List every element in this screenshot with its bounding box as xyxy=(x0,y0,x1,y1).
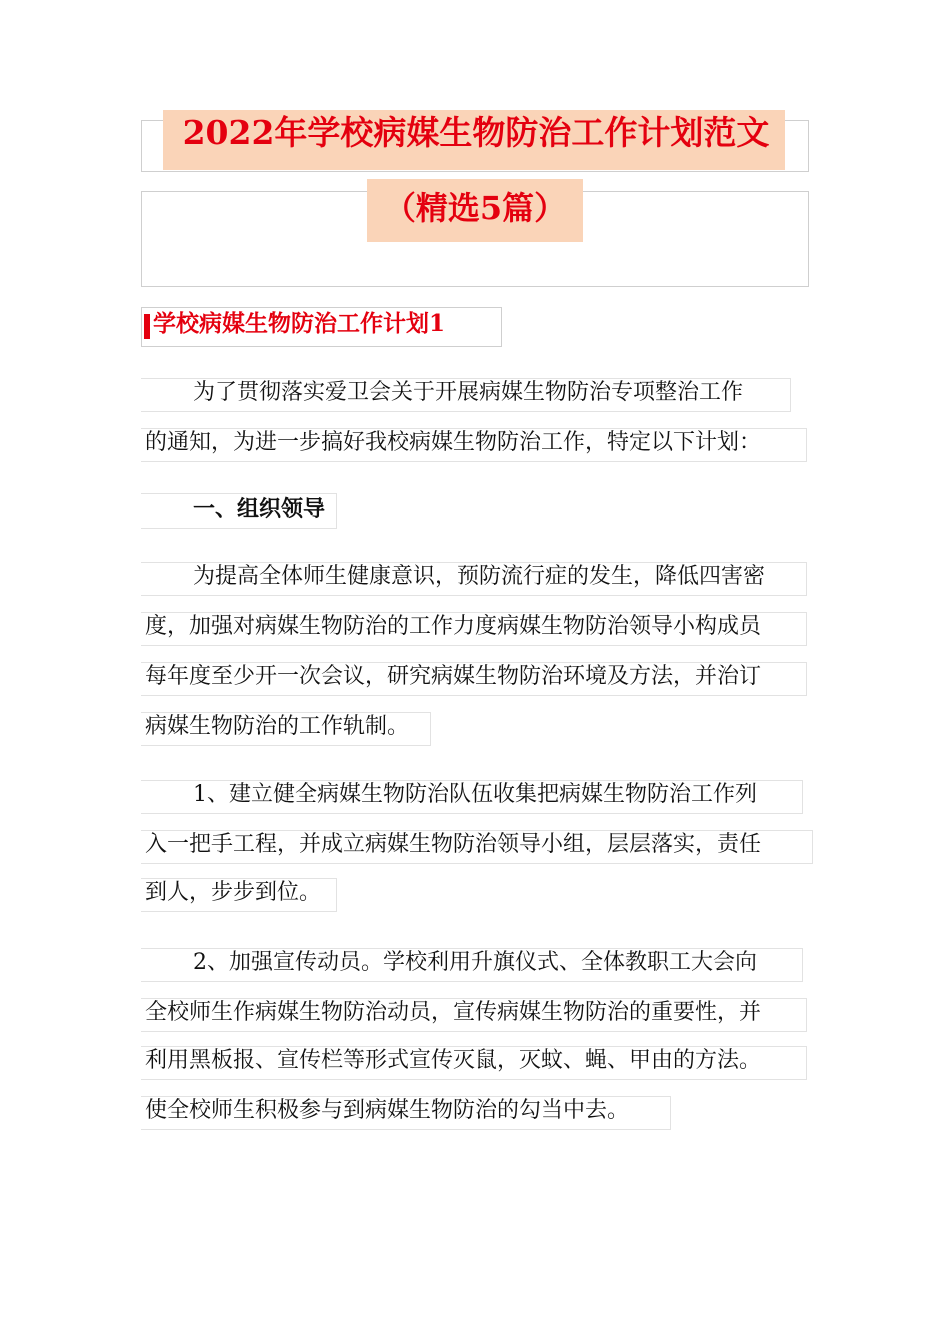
paragraph-line: 到人，步步到位。 xyxy=(145,880,322,905)
paragraph-line: 使全校师生积极参与到病媒生物防治的勾当中去。 xyxy=(145,1098,630,1123)
paragraph-line: 2、加强宣传动员。学校利用升旗仪式、全体教职工大会向 xyxy=(193,950,757,975)
paragraph-line: 利用黑板报、宣传栏等形式宣传灭鼠，灭蚊、蝇、甲由的方法。 xyxy=(145,1048,762,1073)
paragraph-line: 入一把手工程，并成立病媒生物防治领导小组，层层落实，责任 xyxy=(145,832,762,857)
paragraph-line: 病媒生物防治的工作轨制。 xyxy=(145,714,410,739)
section-heading: 学校病媒生物防治工作计划1 xyxy=(153,310,446,337)
paragraph-line: 的通知，为进一步搞好我校病媒生物防治工作，特定以下计划： xyxy=(145,430,762,455)
section-marker xyxy=(144,314,150,339)
paragraph-line: 为提高全体师生健康意识，预防流行症的发生，降低四害密 xyxy=(193,564,766,589)
paragraph-line: 度，加强对病媒生物防治的工作力度病媒生物防治领导小构成员 xyxy=(145,614,762,639)
paragraph-line: 1、建立健全病媒生物防治队伍收集把病媒生物防治工作列 xyxy=(193,782,757,807)
paragraph-line: 为了贯彻落实爱卫会关于开展病媒生物防治专项整治工作 xyxy=(193,380,744,405)
document-subtitle: （精选5篇） xyxy=(383,189,567,227)
paragraph-line: 每年度至少开一次会议，研究病媒生物防治环境及方法，并治订 xyxy=(145,664,762,689)
paragraph-line: 全校师生作病媒生物防治动员，宣传病媒生物防治的重要性，并 xyxy=(145,1000,762,1025)
document-title: 2022年学校病媒生物防治工作计划范文 xyxy=(182,113,770,152)
subheading-organization: 一、组织领导 xyxy=(193,497,326,522)
